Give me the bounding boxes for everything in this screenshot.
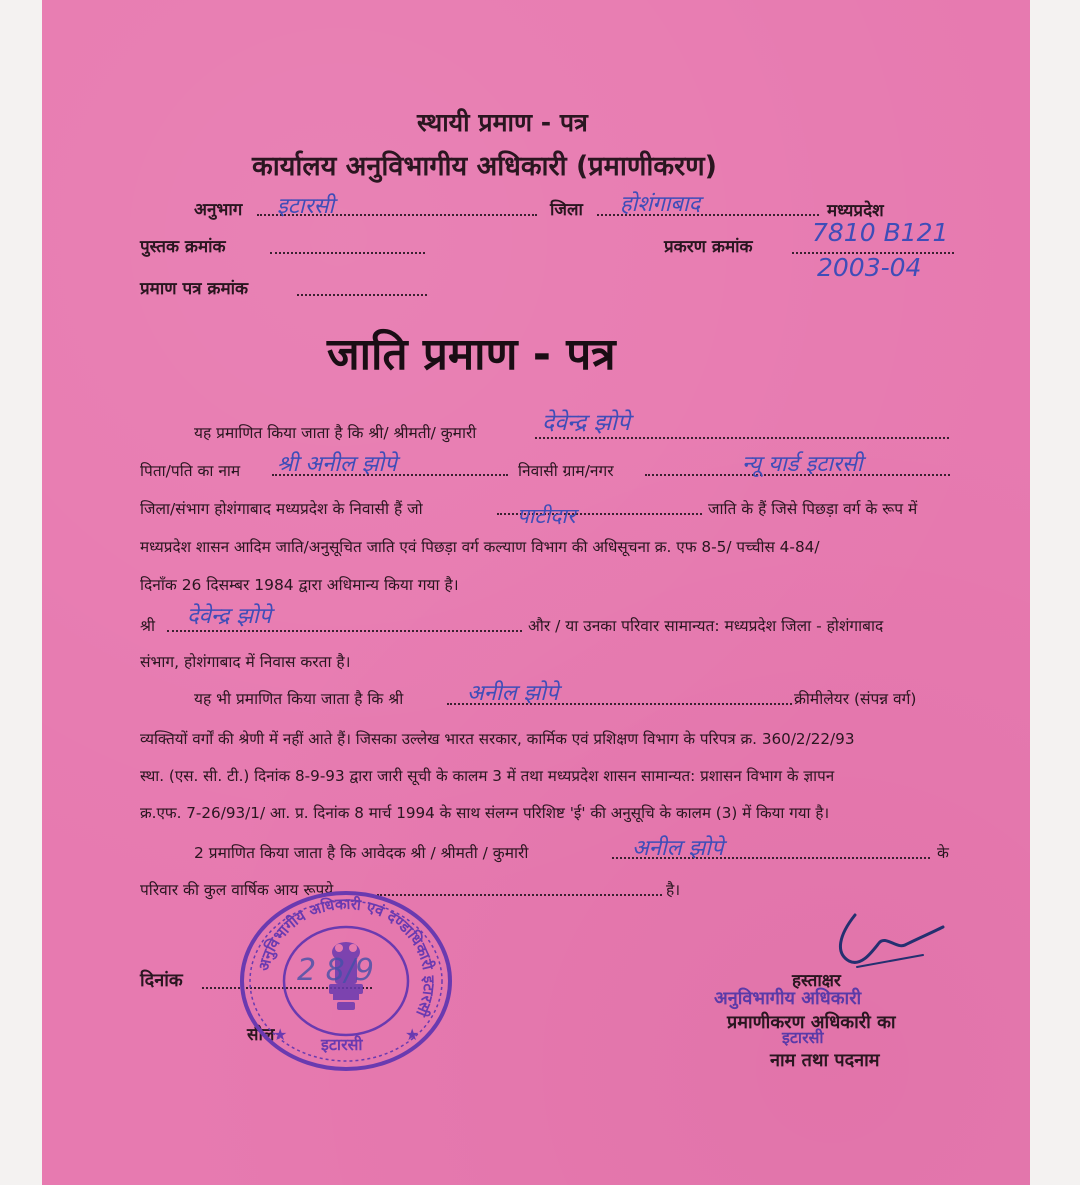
residence-place: न्यू यार्ड इटारसी xyxy=(742,452,863,477)
praman-dotted-line xyxy=(297,294,427,296)
zila-value: होशंगाबाद xyxy=(620,192,701,217)
body-line-13-label: परिवार की कुल वार्षिक आय रूपये xyxy=(140,881,334,899)
officer-stamp-place: इटारसी xyxy=(782,1028,824,1047)
praman-patra-label: प्रमाण पत्र क्रमांक xyxy=(140,279,249,299)
officer-name-designation: नाम तथा पदनाम xyxy=(770,1050,880,1071)
pustak-label: पुस्तक क्रमांक xyxy=(140,237,226,257)
signature-scribble xyxy=(827,905,947,975)
applicant-name: अनील झोपे xyxy=(632,836,724,861)
father-name-repeat: अनील झोपे xyxy=(467,681,559,706)
body-line-8-label: यह भी प्रमाणित किया जाता है कि श्री xyxy=(194,690,404,708)
body-line-11: क्र.एफ. 7-26/93/1/ आ. प्र. दिनांक 8 मार्च 1994 के साथ संलग्न परिशिष्ट 'ई' की अनुसूचि के कालम (3) में किया गया है। xyxy=(140,804,830,822)
body-line-6-label: श्री xyxy=(140,617,155,635)
body-line-1-label: यह प्रमाणित किया जाता है कि श्री/ श्रीमती/ कुमारी xyxy=(194,424,477,442)
body-line-10: स्था. (एस. सी. टी.) दिनांक 8-9-93 द्वारा जारी सूची के कालम 3 में तथा मध्यप्रदेश शासन सामान्यत: प्रशासन विभाग के ज्ञापन xyxy=(140,767,835,785)
signature-label: हस्ताक्षर xyxy=(792,971,841,991)
certificate-header-title: स्थायी प्रमाण - पत्र xyxy=(417,108,588,137)
body-line-3-start: जिला/संभाग होशंगाबाद मध्यप्रदेश के निवासी हैं जो xyxy=(140,500,423,518)
seal-handwritten-date: 2 8/9 xyxy=(297,953,374,988)
prakaran-label: प्रकरण क्रमांक xyxy=(664,237,753,257)
caste-value: पाटीदार xyxy=(517,504,576,528)
body-line-1-dots xyxy=(535,437,949,439)
body-line-7: संभाग, होशंगाबाद में निवास करता है। xyxy=(140,653,351,671)
body-line-12-end: के xyxy=(937,844,949,862)
body-line-13-end: है। xyxy=(666,881,681,899)
officer-designation: प्रमाणीकरण अधिकारी का xyxy=(727,1012,896,1033)
seal-star-icon: ★ xyxy=(405,1025,420,1044)
zila-label: जिला xyxy=(550,200,583,220)
body-line-2-label: पिता/पति का नाम xyxy=(140,462,241,480)
prakaran-year: 2003-04 xyxy=(817,253,922,282)
anubhag-label: अनुभाग xyxy=(194,200,243,220)
officer-stamp-text: अनुविभागीय अधिकारी xyxy=(714,988,862,1009)
seal-place-text: इटारसी xyxy=(321,1035,363,1054)
body-line-6-end: और / या उनका परिवार सामान्यत: मध्यप्रदेश जिला - होशंगाबाद xyxy=(528,617,884,635)
date-label: दिनांक xyxy=(140,970,183,991)
candidate-name: देवेन्द्र झोपे xyxy=(542,410,631,436)
body-line-3-end: जाति के हैं जिसे पिछड़ा वर्ग के रूप में xyxy=(708,500,918,518)
father-name: श्री अनील झोपे xyxy=(277,452,397,477)
body-line-8-end: क्रीमीलेयर (संपन्न वर्ग) xyxy=(794,690,917,708)
office-title: कार्यालय अनुविभागीय अधिकारी (प्रमाणीकरण) xyxy=(252,151,717,182)
seal-ring-text: अनुविभागीय अधिकारी एवं दण्डाधिकारी इटारसी xyxy=(254,894,439,1020)
body-line-5: दिनाँक 26 दिसम्बर 1984 द्वारा अधिमान्य किया गया है। xyxy=(140,576,459,594)
prakaran-value: 7810 B121 xyxy=(812,218,949,247)
seal-star-icon-left: ★ xyxy=(273,1025,288,1044)
body-line-9: व्यक्तियों वर्गों की श्रेणी में नहीं आते हैं। जिसका उल्लेख भारत सरकार, कार्मिक एवं प्रशिक्षण विभाग के परिपत्र क्र. 360/2/22/93 xyxy=(140,730,855,748)
seal-label: सील xyxy=(247,1025,275,1045)
body-line-6-dots xyxy=(167,630,522,632)
candidate-name-repeat: देवेन्द्र झोपे xyxy=(187,604,272,629)
pustak-dotted-line xyxy=(270,252,425,254)
certificate-sheet xyxy=(42,0,1030,1185)
official-seal-stamp xyxy=(237,890,455,1072)
body-line-2-mid: निवासी ग्राम/नगर xyxy=(518,462,614,480)
anubhag-value: इटारसी xyxy=(277,194,335,219)
state-label: मध्यप्रदेश xyxy=(827,201,884,221)
body-line-12-label: 2 प्रमाणित किया जाता है कि आवेदक श्री / श्रीमती / कुमारी xyxy=(194,844,529,862)
body-line-4: मध्यप्रदेश शासन आदिम जाति/अनुसूचित जाति एवं पिछड़ा वर्ग कल्याण विभाग की अधिसूचना क्र. एफ 8-5/ पच्चीस 4-84/ xyxy=(140,538,820,556)
main-title: जाति प्रमाण - पत्र xyxy=(327,329,616,380)
